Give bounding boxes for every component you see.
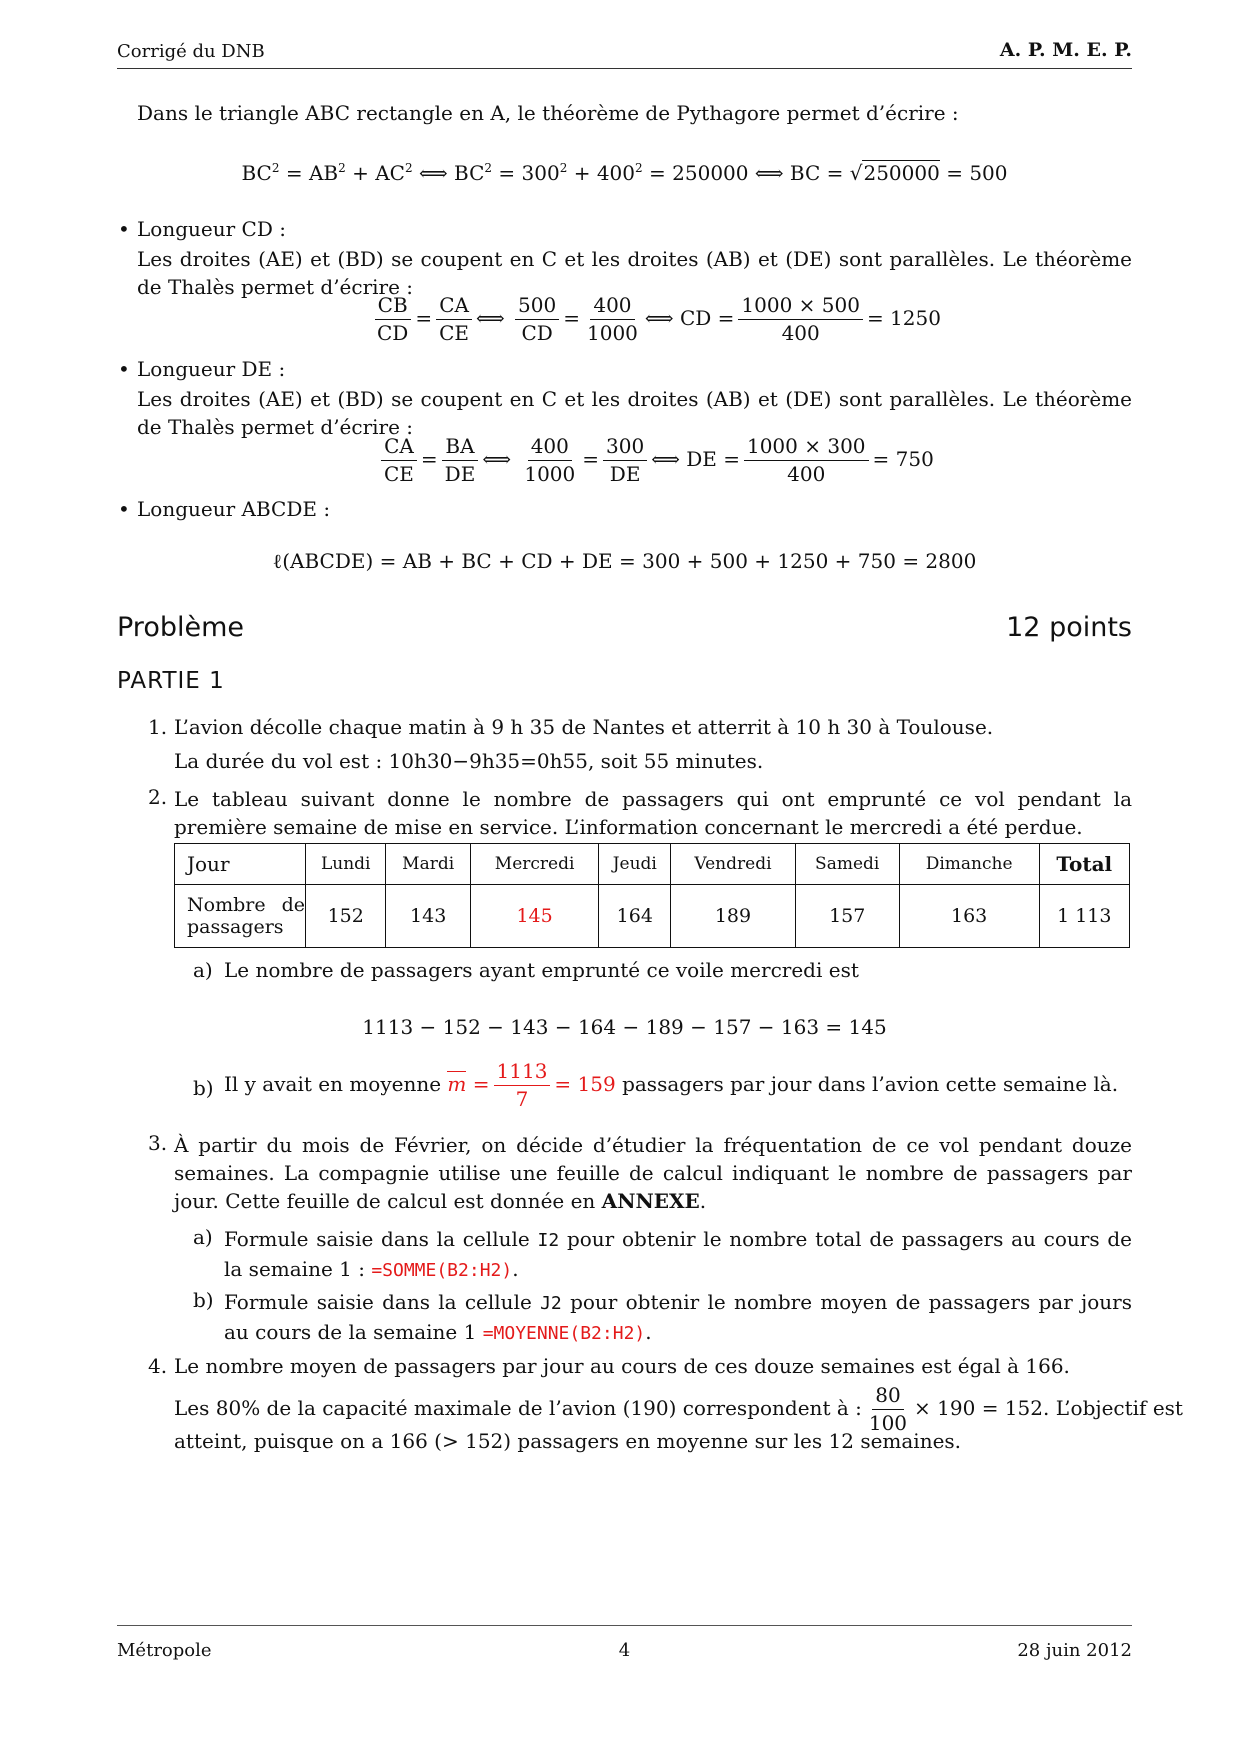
table-cell: 157 bbox=[795, 885, 899, 948]
table-cell: 1 113 bbox=[1039, 885, 1129, 948]
annexe-ref: ANNEXE bbox=[601, 1189, 700, 1213]
q3a-label: a) bbox=[193, 1225, 213, 1249]
table-header-row bbox=[175, 844, 1130, 885]
table-cell: Samedi bbox=[795, 844, 899, 885]
q2b-label: b) bbox=[193, 1076, 214, 1100]
table-cell: Lundi bbox=[306, 844, 386, 885]
pythagore-formula: $BC^2 = AB^2 + AC^2$ ⟺ $BC^2 = 300^2 + 400^2 = 250000$ ⟺ BC = √250000 = 500 bbox=[241, 161, 1008, 185]
table-cell: 164 bbox=[599, 885, 671, 948]
table-cell: 143 bbox=[386, 885, 470, 948]
q4-line1: Le nombre moyen de passagers par jour au cours de ces douze semaines est égal à 166. bbox=[174, 1354, 1070, 1378]
q2a-formula: 1113 − 152 − 143 − 164 − 189 − 157 − 163 = 145 bbox=[362, 1015, 887, 1039]
de-title: Longueur DE : bbox=[137, 357, 286, 381]
q3-number: 3. bbox=[148, 1131, 168, 1155]
q4-line2: Les 80% de la capacité maximale de l’avion (190) correspondent à : $\frac{80}{100}$ × 190 = 152. L’objectif est bbox=[174, 1383, 1183, 1435]
header-left: Corrigé du DNB bbox=[117, 41, 265, 62]
q4-number: 4. bbox=[148, 1354, 168, 1378]
bullet-cd: • bbox=[118, 217, 130, 241]
table-cell: 163 bbox=[899, 885, 1039, 948]
de-text: Les droites (AE) et (BD) se coupent en C et les droites (AB) et (DE) sont parallèles. Le théorème de Thalès permet d’écrire : bbox=[137, 387, 1132, 439]
passengers-table bbox=[174, 843, 1130, 948]
table-row bbox=[175, 885, 1130, 948]
q3a-text: Formule saisie dans la cellule I2 pour obtenir le nombre total de passagers au cours de la semaine 1 : =SOMME(B2:H2). bbox=[224, 1227, 1133, 1281]
bullet-abcde: • bbox=[118, 497, 130, 521]
table-cell: Nombre de passagers bbox=[175, 885, 306, 948]
cd-text: Les droites (AE) et (BD) se coupent en C et les droites (AB) et (DE) sont parallèles. Le théorème de Thalès permet d’écrire : bbox=[137, 247, 1132, 299]
table-cell-total: Total bbox=[1039, 844, 1129, 885]
q3b-formula: =MOYENNE(B2:H2) bbox=[482, 1323, 646, 1344]
q1-line1: L’avion décolle chaque matin à 9 h 35 de Nantes et atterrit à 10 h 30 à Toulouse. bbox=[174, 715, 994, 739]
partie-heading: PARTIE 1 bbox=[117, 668, 225, 694]
q2b-line: Il y avait en moyenne m = $\frac{1113}{7}$ = 159 passagers par jour dans l’avion cette semaine là. bbox=[224, 1059, 1119, 1111]
page-footer bbox=[117, 1625, 1132, 1666]
q1-number: 1. bbox=[148, 715, 168, 739]
q2-number: 2. bbox=[148, 785, 168, 809]
page-header bbox=[117, 38, 1132, 69]
probleme-heading bbox=[117, 612, 1132, 643]
table-cell: Jour bbox=[175, 844, 306, 885]
abcde-title: Longueur ABCDE : bbox=[137, 497, 331, 521]
q3a-formula: =SOMME(B2:H2) bbox=[371, 1260, 513, 1281]
table-cell: Jeudi bbox=[599, 844, 671, 885]
q2-text: Le tableau suivant donne le nombre de passagers qui ont emprunté ce vol pendant la première semaine de mise en service. L’information concernant le mercredi a été perdue. bbox=[174, 787, 1132, 839]
q1-line2: La durée du vol est : 10h30−9h35=0h55, soit 55 minutes. bbox=[174, 749, 764, 773]
q2a-text: Le nombre de passagers ayant emprunté ce voile mercredi est bbox=[224, 958, 859, 982]
table-cell: Mercredi bbox=[470, 844, 598, 885]
bullet-de: • bbox=[118, 357, 130, 381]
q2a-label: a) bbox=[193, 958, 213, 982]
footer-date: 28 juin 2012 bbox=[1017, 1640, 1132, 1661]
intro-text: Dans le triangle ABC rectangle en A, le théorème de Pythagore permet d’écrire : bbox=[137, 101, 959, 125]
table-cell-mercredi: 145 bbox=[470, 885, 598, 948]
footer-left: Métropole bbox=[117, 1640, 212, 1661]
table-cell: Mardi bbox=[386, 844, 470, 885]
table-cell: 189 bbox=[671, 885, 795, 948]
probleme-points: 12 points bbox=[1006, 612, 1132, 643]
q3-text: À partir du mois de Février, on décide d’étudier la fréquentation de ce vol pendant douze semaines. La compagnie utilise une feuille de calcul indiquant le nombre de passagers par jour. Cette feuille de calcul est donnée en ANNEXE. bbox=[174, 1133, 1132, 1213]
table-cell: Dimanche bbox=[899, 844, 1039, 885]
q3b-text: Formule saisie dans la cellule J2 pour obtenir le nombre moyen de passagers par jours au cours de la semaine 1 =MOYENNE(B2:H2). bbox=[224, 1290, 1132, 1344]
table-cell: Vendredi bbox=[671, 844, 795, 885]
page-number: 4 bbox=[618, 1640, 631, 1661]
cd-title: Longueur CD : bbox=[137, 217, 286, 241]
header-right: A. P. M. E. P. bbox=[999, 39, 1132, 61]
cd-formula: $\frac{CB}{CD}$ = $\frac{CA}{CE}$ ⟺ $\frac{500}{CD}$ = $\frac{400}{1000}$ ⟺ CD = $\frac{1000 \times 500}{400}$ = 1250 bbox=[370, 292, 941, 347]
table-cell: 152 bbox=[306, 885, 386, 948]
de-formula: $\frac{CA}{CE}$ = $\frac{BA}{DE}$ ⟺ $\frac{400}{1000}$ = $\frac{300}{DE}$ ⟺ DE = $\frac{1000 \times 300}{400}$ = 750 bbox=[377, 433, 934, 488]
q3b-label: b) bbox=[193, 1288, 214, 1312]
abcde-formula: ℓ(ABCDE) = AB + BC + CD + DE = 300 + 500 + 1250 + 750 = 2800 bbox=[272, 549, 977, 573]
probleme-title: Problème bbox=[117, 612, 244, 643]
q4-line3: atteint, puisque on a 166 (> 152) passagers en moyenne sur les 12 semaines. bbox=[174, 1429, 962, 1453]
